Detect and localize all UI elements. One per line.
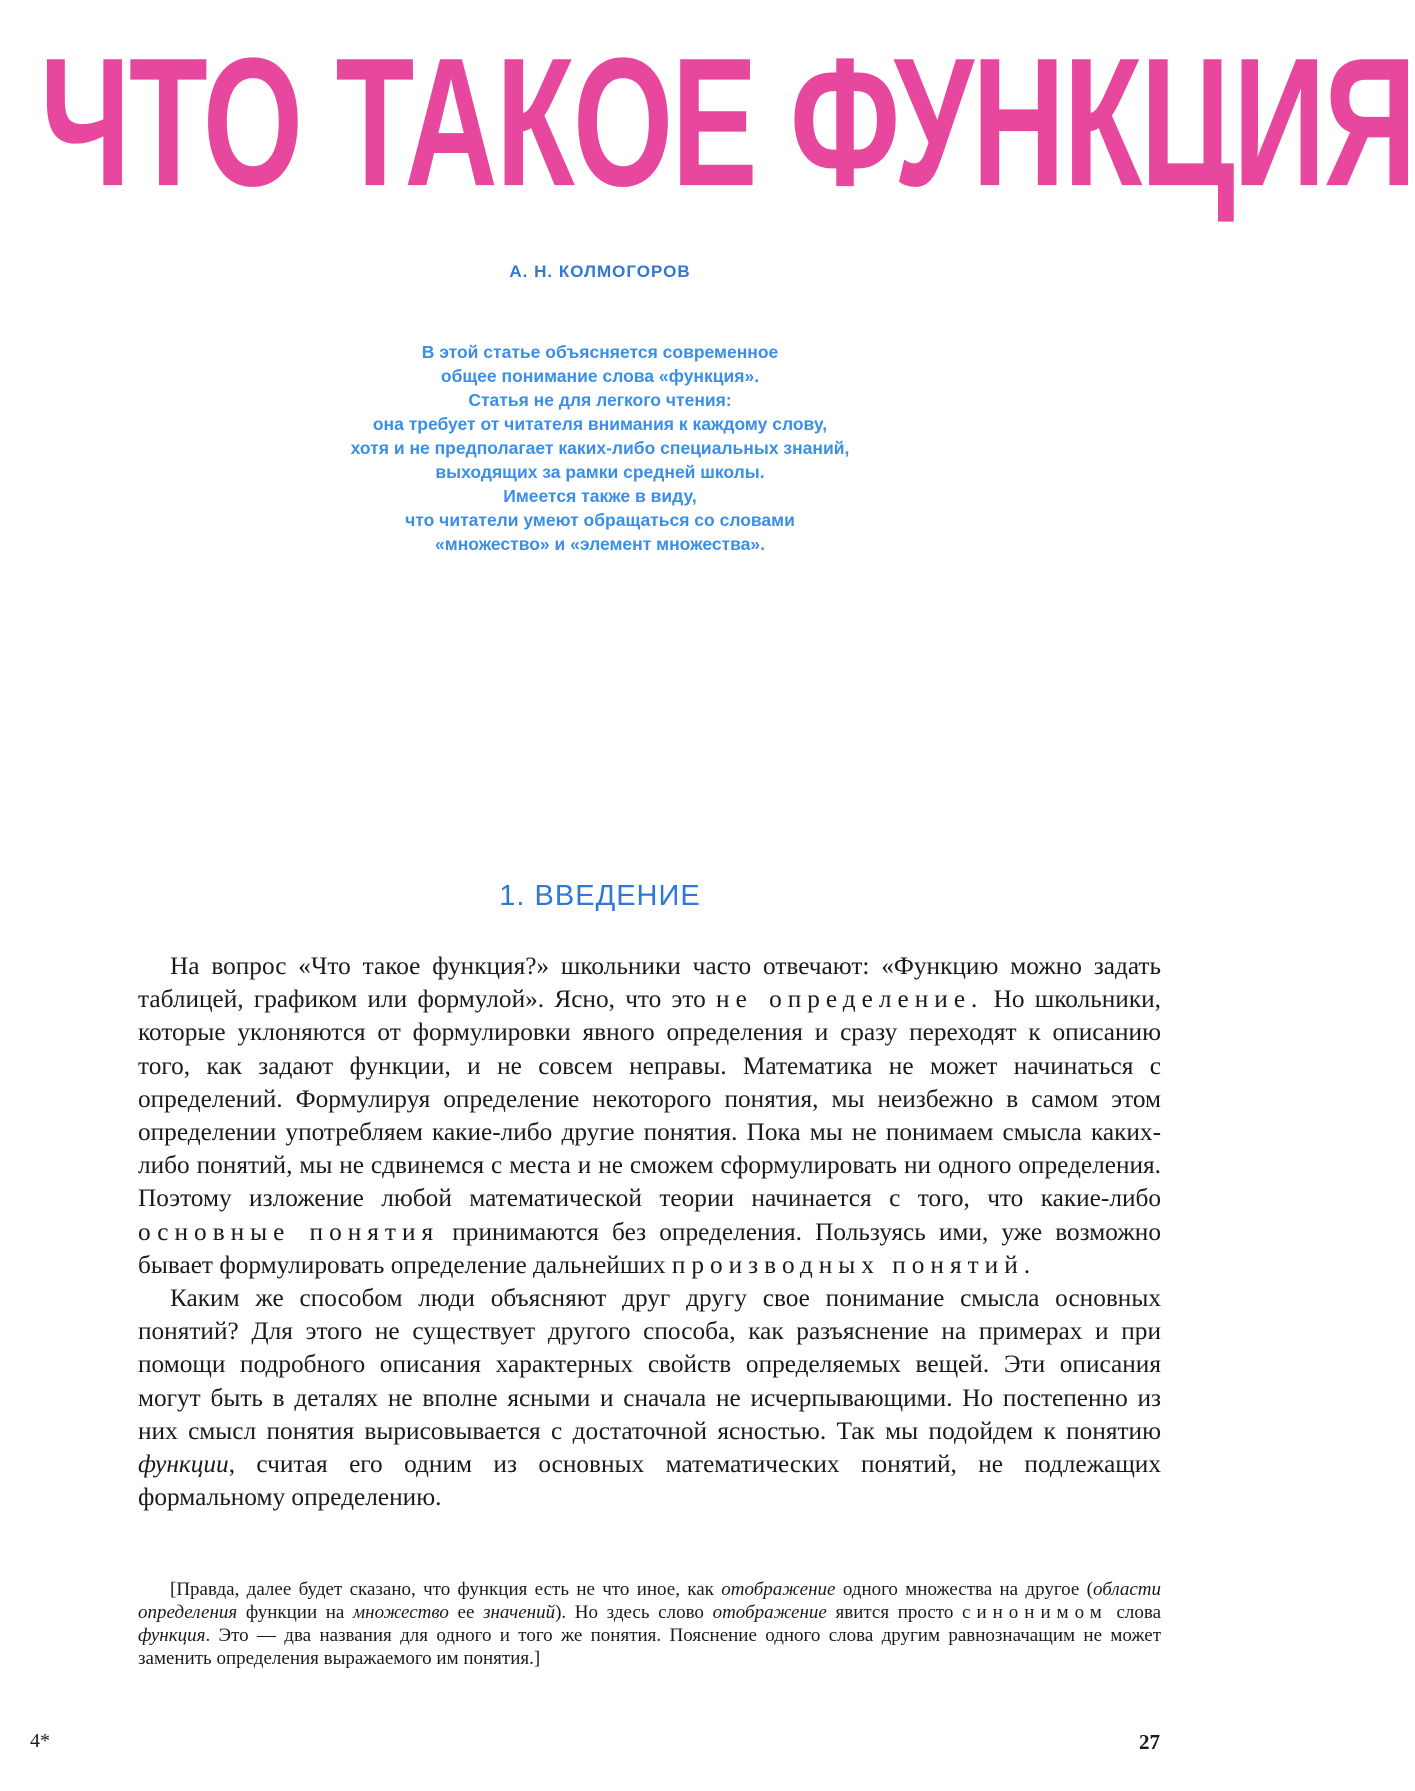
abstract-line: В этой статье объясняется современное	[421, 342, 779, 362]
article-title: ЧТО ТАКОЕ ФУНКЦИЯ	[40, 19, 1415, 225]
abstract-line: Статья не для легкого чтения:	[468, 390, 732, 410]
text-run: слова	[1116, 1602, 1162, 1623]
spaced-emphasis: синонимом	[962, 1602, 1108, 1623]
text-run: функции на	[245, 1602, 345, 1623]
italic-term: функция	[138, 1625, 206, 1646]
abstract-line: общее понимание слова «функция».	[440, 366, 760, 386]
abstract-line: «множество» и «элемент множества».	[435, 534, 765, 554]
italic-term: множество	[353, 1602, 449, 1623]
text-run: ее	[457, 1602, 475, 1623]
text-run: принимаются без определения. Пользуясь ими, уже возможно бывает формулировать определение дальнейших	[138, 1217, 1161, 1279]
editorial-note	[138, 1578, 1161, 1670]
italic-term: области определения	[138, 1579, 1162, 1623]
text-run: ). Но здесь слово	[555, 1602, 704, 1623]
paragraph	[138, 950, 1161, 1282]
text-run: одного множества на другое (	[842, 1579, 1093, 1600]
italic-term: функции	[138, 1450, 229, 1479]
abstract-line: Имеется также в виду,	[503, 486, 697, 506]
spaced-emphasis: не определение.	[716, 985, 984, 1014]
text-run: Каким же способом люди объясняют друг другу свое понимание смысла основных понятий? Для этого не существует другого способа, как разъяснение на примерах и при помощи подробного описания характерных свойств определяемых вещей. Эти описания могут быть в деталях не вполне ясными и сначала не исчерпывающими. Но постепенно из них смысл понятия вырисовывается с достаточной ясностью. Так мы подойдем к понятию	[138, 1284, 1161, 1445]
page-number: 27	[1139, 1730, 1160, 1754]
author-name: А. Н. КОЛМОГОРОВ	[509, 262, 691, 281]
abstract-line: хотя и не предполагает каких-либо специальных знаний,	[350, 438, 850, 458]
abstract-line: выходящих за рамки средней школы.	[435, 462, 765, 482]
text-run: [Правда, далее будет сказано, что функция есть не что иное, как	[170, 1579, 714, 1600]
text-run: На вопрос «Что такое функция?» школьники часто отвечают: «Функцию можно задать таблицей, графиком или формулой». Ясно, что это	[138, 952, 1161, 1014]
spaced-emphasis: основные понятия	[138, 1217, 440, 1246]
paragraph	[138, 1282, 1161, 1514]
spaced-emphasis: производных понятий.	[671, 1250, 1037, 1279]
abstract	[200, 340, 1000, 556]
text-run: Но школьники, которые уклоняются от формулировки явного определения и сразу переходят к описанию того, как задают функции, и не совсем неправы. Математика не может начинаться с определений. Формулируя определение некоторого понятия, мы неизбежно в самом этом определении употребляем какие-либо другие понятия. Пока мы не понимаем смысла каких-либо понятий, мы не сдвинемся с места и не сможем сформулировать ни одного определения. Поэтому изложение любой математической теории начинается с того, что какие-либо	[138, 985, 1161, 1213]
italic-term: значений	[483, 1602, 556, 1623]
text-run: . Это — два названия для одного и того же понятия. Пояснение одного слова другим равнозначащим не может заменить определения выражаемого им понятия.]	[138, 1625, 1161, 1669]
text-run: , считая его одним из основных математических понятий, не подлежащих формальному определению.	[138, 1450, 1161, 1512]
section-heading: 1. ВВЕДЕНИЕ	[499, 880, 701, 912]
signature-mark: 4*	[30, 1730, 50, 1752]
abstract-line: она требует от читателя внимания к каждому слову,	[372, 414, 828, 434]
text-run: явится просто	[835, 1602, 954, 1623]
italic-term: отображение	[712, 1602, 827, 1623]
body-text	[138, 950, 1161, 1514]
abstract-line: что читатели умеют обращаться со словами	[405, 510, 795, 530]
italic-term: отображение	[721, 1579, 836, 1600]
